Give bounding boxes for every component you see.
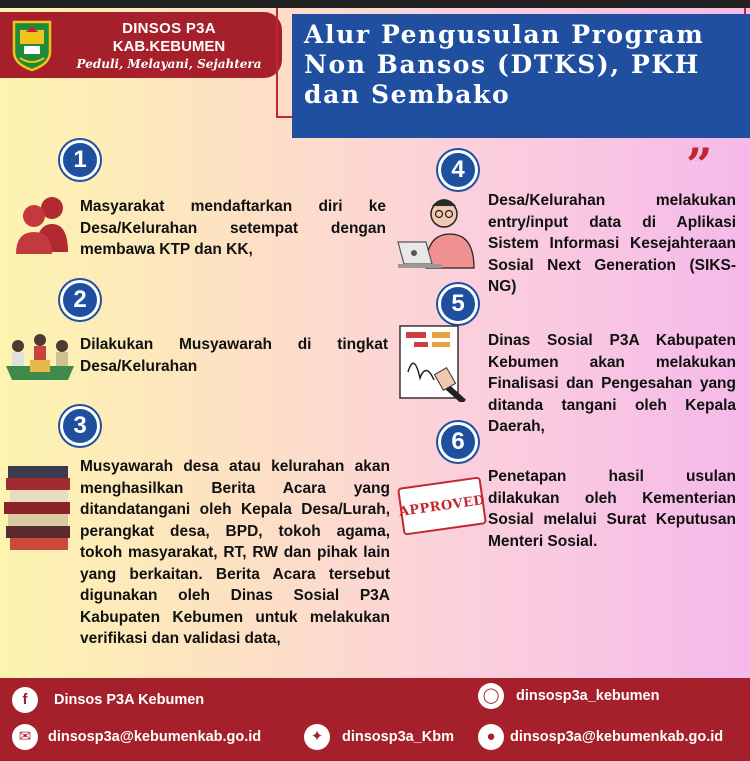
step-number-3: 3	[60, 406, 100, 446]
step-5-text: Dinas Sosial P3A Kabupaten Kebumen akan melakukan Finalisasi dan Pengesahan yang ditanda tangani oleh Kepala Daerah,	[488, 332, 736, 435]
twitter-icon: ✦	[304, 724, 330, 750]
signing-document-icon	[394, 322, 476, 402]
step-6-text: Penetapan hasil usulan dilakukan oleh Kementerian Sosial melalui Surat Keputusan Menteri Sosial.	[488, 468, 736, 550]
approved-stamp-text: APPROVED	[397, 492, 487, 520]
people-icon	[12, 194, 74, 254]
books-icon	[2, 460, 74, 556]
step-2-text: Dilakukan Musyawarah di tingkat Desa/Kelurahan	[80, 336, 388, 375]
org-name-line2: KAB.KEBUMEN	[112, 38, 226, 55]
page-title	[304, 20, 750, 110]
org-tagline: Peduli, Melayani, Sejahtera	[76, 57, 262, 71]
facebook-icon: f	[12, 687, 38, 713]
instagram-icon: ◯	[478, 683, 504, 709]
title-line-1: Alur Pengusulan Program	[304, 20, 705, 49]
email-link[interactable]: dinsosp3a@kebumenkab.go.id	[48, 729, 262, 745]
footer-contacts	[0, 678, 750, 761]
org-name-line1: DINSOS P3A	[122, 20, 216, 37]
title-line-3: dan Sembako	[304, 80, 511, 109]
facebook-link[interactable]: Dinsos P3A Kebumen	[54, 692, 205, 708]
globe-icon: ●	[478, 724, 504, 750]
approved-stamp	[397, 476, 487, 535]
org-logo-banner	[0, 12, 282, 78]
infographic-canvas	[0, 8, 750, 678]
step-number-1: 1	[60, 140, 100, 180]
step-3-text: Musyawarah desa atau kelurahan akan menghasilkan Berita Acara yang ditandatangani oleh Kepala Desa/Lurah, perangkat desa, BPD, tokoh agama, tokoh masyarakat, RT, RW dan pihak lain yang berkaitan. Berita Acara tersebut digunakan oleh Dinas Sosial P3A Kabupaten Kebumen untuk melakukan verifikasi dan validasi data,	[80, 458, 390, 647]
step-number-5: 5	[438, 284, 478, 324]
top-strip	[0, 0, 750, 8]
step-number-4: 4	[438, 150, 478, 190]
title-line-2: Non Bansos (DTKS), PKH	[304, 50, 700, 79]
instagram-link[interactable]: dinsosp3a_kebumen	[516, 688, 660, 704]
twitter-link[interactable]: dinsosp3a_Kbm	[342, 729, 454, 745]
website-link[interactable]: dinsosp3a@kebumenkab.go.id	[510, 729, 724, 745]
quote-mark-icon: ”	[686, 138, 713, 192]
meeting-icon	[4, 330, 76, 388]
email-icon: ✉	[12, 724, 38, 750]
step-1-text: Masyarakat mendaftarkan diri ke Desa/Kelurahan setempat dengan membawa KTP dan KK,	[80, 198, 386, 258]
person-laptop-icon	[392, 192, 484, 270]
step-number-6: 6	[438, 422, 478, 462]
step-number-2: 2	[60, 280, 100, 320]
step-4-text: Desa/Kelurahan melakukan entry/input data di Aplikasi Sistem Informasi Kesejahteraan Sosial Next Generation (SIKS-NG)	[488, 192, 736, 295]
kebumen-emblem-icon	[10, 18, 54, 72]
